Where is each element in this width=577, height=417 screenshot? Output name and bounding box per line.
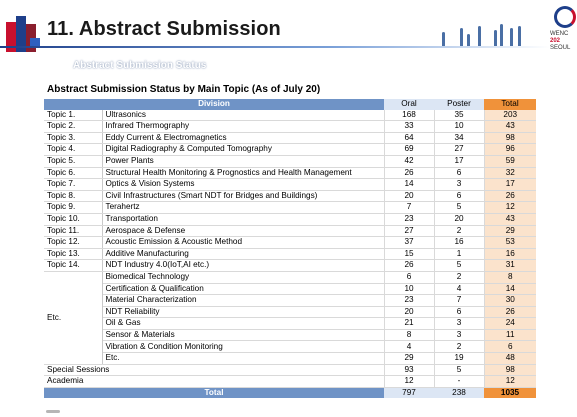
topic-number: Topic 8. [44, 190, 102, 202]
topic-number: Topic 5. [44, 155, 102, 167]
poster-count: 5 [434, 260, 484, 272]
total-count: 31 [484, 260, 536, 272]
oral-count: 21 [384, 318, 434, 330]
total-count: 96 [484, 144, 536, 156]
topic-name: Aerospace & Defense [102, 225, 384, 237]
poster-count: 17 [434, 155, 484, 167]
poster-count: 7 [434, 295, 484, 307]
topic-number: Topic 12. [44, 237, 102, 249]
poster-count: 3 [434, 329, 484, 341]
topic-number: Topic 2. [44, 121, 102, 133]
table-row [44, 376, 536, 388]
topic-number: Topic 3. [44, 132, 102, 144]
poster-count: 27 [434, 144, 484, 156]
poster-count: 4 [434, 283, 484, 295]
total-count: 12 [484, 376, 536, 388]
topic-number: Topic 6. [44, 167, 102, 179]
header-division: Division [44, 99, 384, 110]
oral-count: 26 [384, 260, 434, 272]
topic-number: Topic 11. [44, 225, 102, 237]
grand-total: 1035 [484, 387, 536, 398]
topic-name: Infrared Thermography [102, 121, 384, 133]
topic-name: Transportation [102, 213, 384, 225]
oral-count: 42 [384, 155, 434, 167]
table-row [44, 364, 536, 376]
header-total: Total [484, 99, 536, 110]
topic-name: Structural Health Monitoring & Prognostics and Health Management [102, 167, 384, 179]
topic-number: Topic 9. [44, 202, 102, 214]
table-row [44, 144, 536, 156]
poster-count: 20 [434, 213, 484, 225]
topic-name: Biomedical Technology [102, 271, 384, 283]
total-count: 203 [484, 110, 536, 121]
topic-number: Topic 7. [44, 179, 102, 191]
slide-marker [46, 410, 60, 413]
topic-name: Terahertz [102, 202, 384, 214]
total-count: 26 [484, 190, 536, 202]
table-row [44, 260, 536, 272]
table-row [44, 179, 536, 191]
poster-count: 6 [434, 167, 484, 179]
topic-name: Additive Manufacturing [102, 248, 384, 260]
topic-name: Vibration & Condition Monitoring [102, 341, 384, 353]
topic-number: Topic 13. [44, 248, 102, 260]
poster-count: 3 [434, 318, 484, 330]
oral-count: 12 [384, 376, 434, 388]
oral-count: 10 [384, 283, 434, 295]
total-count: 43 [484, 121, 536, 133]
table-row [44, 295, 536, 307]
oral-count: 64 [384, 132, 434, 144]
table-row [44, 341, 536, 353]
total-count: 43 [484, 213, 536, 225]
oral-count: 168 [384, 110, 434, 121]
submission-status-table [44, 99, 536, 398]
topic-number: Topic 1. [44, 110, 102, 121]
people-silhouettes-graphic [440, 16, 530, 46]
topic-name: Eddy Current & Electromagnetics [102, 132, 384, 144]
topic-name: Oil & Gas [102, 318, 384, 330]
etc-group-label: Etc. [44, 271, 102, 364]
table-row [44, 283, 536, 295]
page-title: 11. Abstract Submission [47, 18, 281, 40]
table-row [44, 318, 536, 330]
topic-name: Certification & Qualification [102, 283, 384, 295]
table-row [44, 213, 536, 225]
table-row [44, 132, 536, 144]
topic-number: Topic 14. [44, 260, 102, 272]
logo-line-3: SEOUL [550, 45, 571, 51]
logo-line-1: WENC [550, 31, 569, 37]
table-row [44, 190, 536, 202]
oral-count: 8 [384, 329, 434, 341]
table-row [44, 248, 536, 260]
oral-count: 23 [384, 295, 434, 307]
oral-count: 26 [384, 167, 434, 179]
oral-total: 797 [384, 387, 434, 398]
oral-count: 20 [384, 190, 434, 202]
topic-name: NDT Reliability [102, 306, 384, 318]
total-count: 48 [484, 353, 536, 365]
table-row [44, 202, 536, 214]
poster-count: 2 [434, 225, 484, 237]
poster-count: 35 [434, 110, 484, 121]
oral-count: 4 [384, 341, 434, 353]
header-oral: Oral [384, 99, 434, 110]
poster-count: 16 [434, 237, 484, 249]
oral-count: 69 [384, 144, 434, 156]
oral-count: 14 [384, 179, 434, 191]
total-count: 8 [484, 271, 536, 283]
topic-name: Etc. [102, 353, 384, 365]
table-row [44, 167, 536, 179]
logo-ring-icon [554, 6, 576, 28]
poster-total: 238 [434, 387, 484, 398]
oral-count: 33 [384, 121, 434, 133]
total-count: 29 [484, 225, 536, 237]
total-count: 11 [484, 329, 536, 341]
oral-count: 6 [384, 271, 434, 283]
topic-name: Optics & Vision Systems [102, 179, 384, 191]
total-label: Total [44, 387, 384, 398]
table-row [44, 271, 536, 283]
poster-count: - [434, 376, 484, 388]
total-count: 98 [484, 364, 536, 376]
table-title: Abstract Submission Status by Main Topic (As of July 20) [47, 84, 321, 95]
total-count: 6 [484, 341, 536, 353]
topic-name: Sensor & Materials [102, 329, 384, 341]
poster-count: 3 [434, 179, 484, 191]
poster-count: 5 [434, 202, 484, 214]
academia-label: Academia [44, 376, 384, 388]
logo-line-2: 202 [550, 38, 561, 44]
total-count: 12 [484, 202, 536, 214]
header-divider [0, 46, 550, 48]
topic-name: Digital Radiography & Computed Tomography [102, 144, 384, 156]
total-count: 98 [484, 132, 536, 144]
oral-count: 27 [384, 225, 434, 237]
poster-count: 6 [434, 190, 484, 202]
topic-name: Material Characterization [102, 295, 384, 307]
topic-name: Ultrasonics [102, 110, 384, 121]
table-row [44, 306, 536, 318]
topic-number: Topic 10. [44, 213, 102, 225]
poster-count: 1 [434, 248, 484, 260]
total-count: 24 [484, 318, 536, 330]
table-row [44, 353, 536, 365]
total-count: 30 [484, 295, 536, 307]
total-count: 17 [484, 179, 536, 191]
total-count: 16 [484, 248, 536, 260]
oral-count: 37 [384, 237, 434, 249]
poster-count: 2 [434, 341, 484, 353]
total-count: 59 [484, 155, 536, 167]
poster-count: 6 [434, 306, 484, 318]
poster-count: 5 [434, 364, 484, 376]
table-row [44, 121, 536, 133]
table-row [44, 110, 536, 121]
poster-count: 2 [434, 271, 484, 283]
table-row [44, 237, 536, 249]
oral-count: 7 [384, 202, 434, 214]
topic-name: Power Plants [102, 155, 384, 167]
oral-count: 23 [384, 213, 434, 225]
total-count: 53 [484, 237, 536, 249]
topic-name: Acoustic Emission & Acoustic Method [102, 237, 384, 249]
total-count: 14 [484, 283, 536, 295]
section-subtitle: Abstract Submission Status [73, 60, 207, 71]
table-header-row [44, 99, 536, 110]
poster-count: 10 [434, 121, 484, 133]
total-count: 26 [484, 306, 536, 318]
special-label: Special Sessions [44, 364, 384, 376]
poster-count: 34 [434, 132, 484, 144]
topic-number: Topic 4. [44, 144, 102, 156]
table-total-row [44, 387, 536, 398]
total-count: 32 [484, 167, 536, 179]
oral-count: 15 [384, 248, 434, 260]
poster-count: 19 [434, 353, 484, 365]
oral-count: 29 [384, 353, 434, 365]
topic-name: NDT Industry 4.0(IoT,AI etc.) [102, 260, 384, 272]
conference-logo [550, 4, 577, 60]
oral-count: 20 [384, 306, 434, 318]
table-row [44, 225, 536, 237]
topic-name: Civil Infrastructures (Smart NDT for Bridges and Buildings) [102, 190, 384, 202]
table-row [44, 155, 536, 167]
table-row [44, 329, 536, 341]
header-poster: Poster [434, 99, 484, 110]
oral-count: 93 [384, 364, 434, 376]
